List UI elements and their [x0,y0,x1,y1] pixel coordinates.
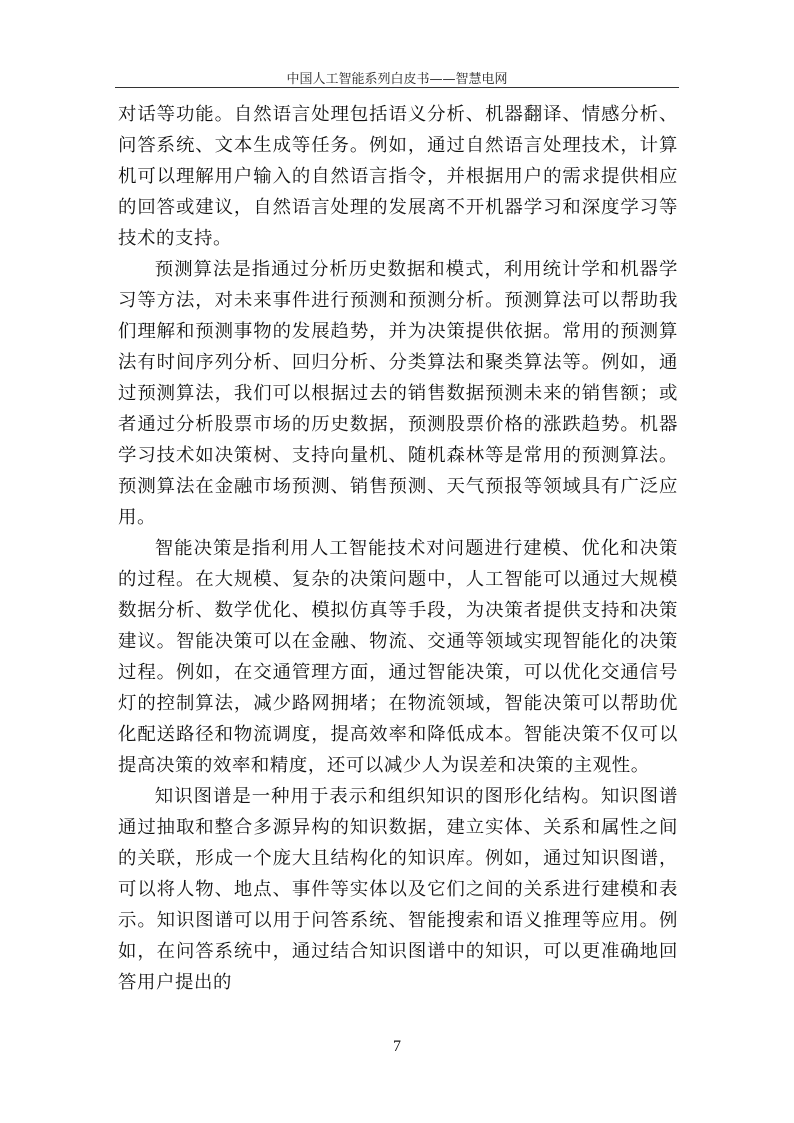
paragraph-intelligent-decision: 智能决策是指利用人工智能技术对问题进行建模、优化和决策的过程。在大规模、复杂的决策问题中，人工智能可以通过大规模数据分析、数学优化、模拟仿真等手段，为决策者提供支持和决策建议。智能决策可以在金融、物流、交通等领域实现智能化的决策过程。例如，在交通管理方面，通过智能决策，可以优化交通信号灯的控制算法，减少路网拥堵；在物流领域，智能决策可以帮助优化配送路径和物流调度，提高效率和降低成本。智能决策不仅可以提高决策的效率和精度，还可以减少人为误差和决策的主观性。 [118,538,678,776]
page-number: 7 [393,1038,401,1055]
paragraph-prediction-algorithms: 预测算法是指通过分析历史数据和模式，利用统计学和机器学习等方法，对未来事件进行预测和预测分析。预测算法可以帮助我们理解和预测事物的发展趋势，并为决策提供依据。常用的预测算法有时间序列分析、回归分析、分类算法和聚类算法等。例如，通过预测算法，我们可以根据过去的销售数据预测未来的销售额；或者通过分析股票市场的历史数据，预测股票价格的涨跌趋势。机器学习技术如决策树、支持向量机、随机森林等是常用的预测算法。预测算法在金融市场预测、销售预测、天气预报等领域具有广泛应用。 [118,259,678,528]
paragraph-continued: 对话等功能。自然语言处理包括语义分析、机器翻译、情感分析、问答系统、文本生成等任务。例如，通过自然语言处理技术，计算机可以理解用户输入的自然语言指令，并根据用户的需求提供相应的回答或建议，自然语言处理的发展离不开机器学习和深度学习等技术的支持。 [118,104,678,249]
body-text [118,99,678,998]
header-divider [115,87,679,88]
running-header: 中国人工智能系列白皮书——智慧电网 [286,72,508,87]
paragraph-knowledge-graph: 知识图谱是一种用于表示和组织知识的图形化结构。知识图谱通过抽取和整合多源异构的知识数据，建立实体、关系和属性之间的关联，形成一个庞大且结构化的知识库。例如，通过知识图谱，可以将人物、地点、事件等实体以及它们之间的关系进行建模和表示。知识图谱可以用于问答系统、智能搜索和语义推理等应用。例如，在问答系统中，通过结合知识图谱中的知识，可以更准确地回答用户提出的 [118,786,678,993]
